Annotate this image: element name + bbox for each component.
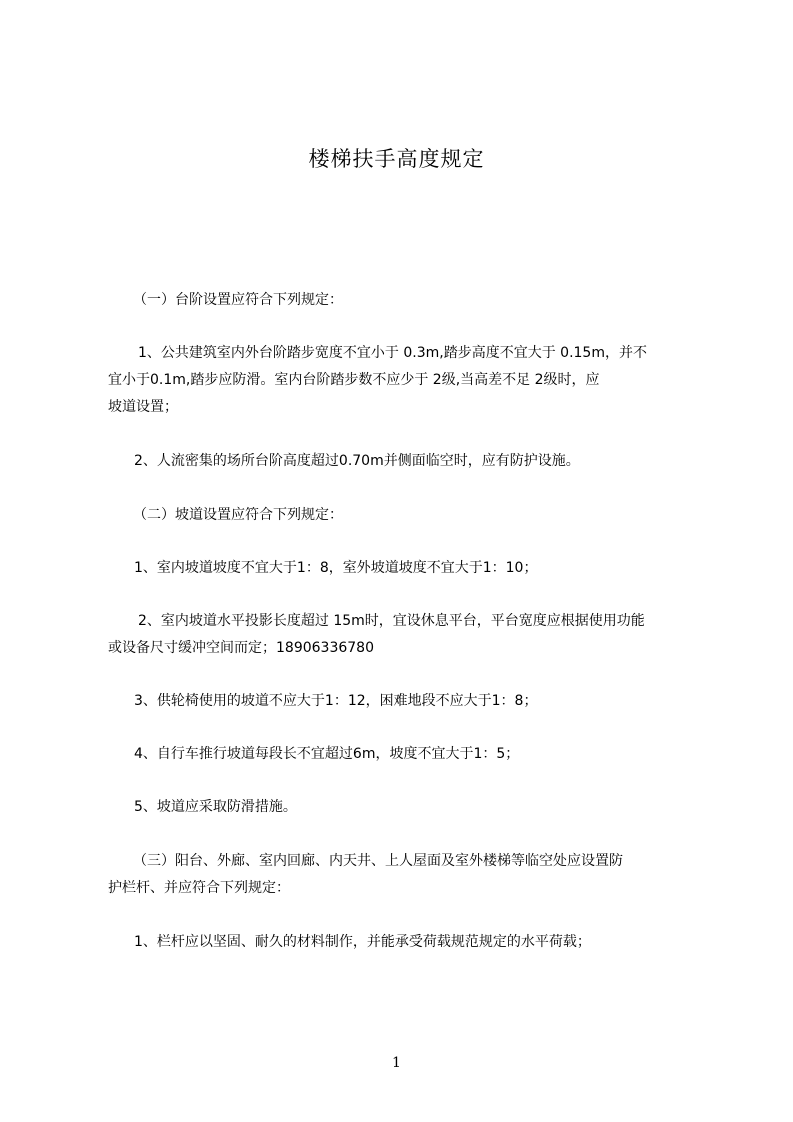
section-2-item-2-line-2: 或设备尺寸缓冲空间而定；18906336780: [108, 640, 374, 656]
section-1-item-1-line-3: 坡道设置；: [108, 399, 178, 415]
section-2-item-3: 3、供轮椅使用的坡道不应大于1：12，困难地段不应大于1：8；: [134, 693, 538, 709]
document-title: 楼梯扶手高度规定: [308, 147, 485, 171]
section-1-item-2: 2、人流密集的场所台阶高度超过0.70m并侧面临空时，应有防护设施。: [134, 453, 580, 469]
section-1-heading: （一）台阶设置应符合下列规定：: [133, 292, 343, 308]
page-number: 1: [392, 1055, 401, 1071]
section-2-item-4: 4、自行车推行坡道每段长不宜超过6m，坡度不宜大于1：5；: [134, 746, 520, 762]
section-3-heading-line-1: （三）阳台、外廊、室内回廊、内天井、上人屋面及室外楼梯等临空处应设置防: [133, 853, 623, 869]
section-2-item-1: 1、室内坡道坡度不宜大于1：8，室外坡道坡度不宜大于1：10；: [134, 560, 538, 576]
section-1-item-1-line-1: 1、公共建筑室内外台阶踏步宽度不宜小于 0.3m,踏步高度不宜大于 0.15m，并不: [138, 345, 647, 361]
section-2-item-5: 5、坡道应采取防滑措施。: [134, 799, 297, 815]
section-2-item-2-line-1: 2、室内坡道水平投影长度超过 15m时，宜设休息平台，平台宽度应根据使用功能: [138, 613, 645, 629]
section-3-heading-line-2: 护栏杆、并应符合下列规定：: [108, 880, 290, 896]
section-1-item-1-line-2: 宜小于0.1m,踏步应防滑。室内台阶踏步数不应少于 2级,当高差不足 2级时，应: [108, 372, 600, 388]
section-3-item-1: 1、栏杆应以坚固、耐久的材料制作，并能承受荷载规范规定的水平荷载；: [134, 934, 591, 950]
section-2-heading: （二）坡道设置应符合下列规定：: [133, 507, 343, 523]
